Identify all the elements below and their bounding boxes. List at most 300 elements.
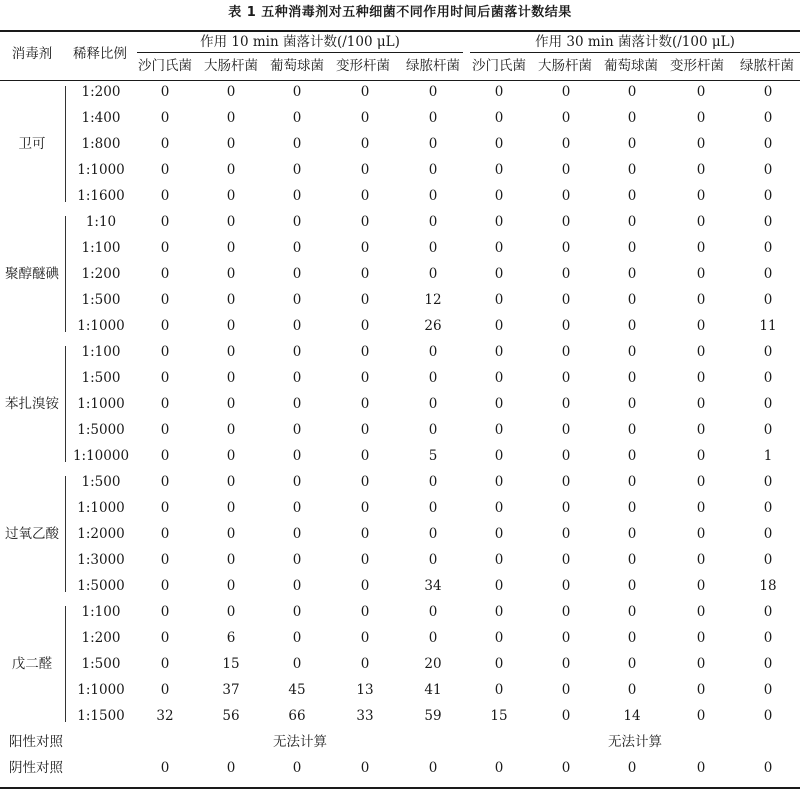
negative-control-label: 阴性对照 xyxy=(9,760,63,776)
value-cell: 0 xyxy=(226,474,236,490)
value-cell: 0 xyxy=(494,422,504,438)
value-cell: 0 xyxy=(561,188,571,204)
value-cell: 0 xyxy=(292,318,302,334)
value-cell: 0 xyxy=(160,552,170,568)
value-cell: 0 xyxy=(428,422,438,438)
value-cell: 0 xyxy=(627,500,637,516)
table-caption: 表 1 五种消毒剂对五种细菌不同作用时间后菌落计数结果 xyxy=(228,5,572,20)
header-bacteria-3: 葡萄球菌 xyxy=(270,58,324,74)
value-cell: 0 xyxy=(226,188,236,204)
value-cell: 0 xyxy=(292,162,302,178)
value-cell: 32 xyxy=(156,708,174,724)
header-bacteria-1: 沙门氏菌 xyxy=(138,58,192,74)
value-cell: 0 xyxy=(292,500,302,516)
value-cell: 18 xyxy=(759,578,777,594)
header-dilution: 稀释比例 xyxy=(73,46,127,62)
value-cell: 0 xyxy=(627,448,637,464)
value-cell: 0 xyxy=(561,604,571,620)
value-cell: 0 xyxy=(494,318,504,334)
value-cell: 0 xyxy=(360,760,370,776)
value-cell: 0 xyxy=(494,500,504,516)
value-cell: 0 xyxy=(226,448,236,464)
value-cell: 0 xyxy=(696,552,706,568)
value-cell: 0 xyxy=(696,682,706,698)
value-cell: 0 xyxy=(292,526,302,542)
value-cell: 0 xyxy=(292,474,302,490)
value-cell: 0 xyxy=(428,760,438,776)
value-cell: 0 xyxy=(561,760,571,776)
value-cell: 0 xyxy=(360,422,370,438)
dilution-cell: 1:2000 xyxy=(77,526,125,542)
value-cell: 0 xyxy=(428,162,438,178)
value-cell: 0 xyxy=(428,344,438,360)
dilution-cell: 1:500 xyxy=(81,370,121,386)
value-cell: 56 xyxy=(222,708,240,724)
value-cell: 14 xyxy=(623,708,641,724)
value-cell: 0 xyxy=(561,214,571,230)
value-cell: 0 xyxy=(226,292,236,308)
value-cell: 0 xyxy=(494,240,504,256)
positive-control-30: 无法计算 xyxy=(608,734,662,750)
value-cell: 0 xyxy=(561,656,571,672)
value-cell: 0 xyxy=(763,708,773,724)
value-cell: 0 xyxy=(763,630,773,646)
value-cell: 0 xyxy=(292,656,302,672)
dilution-cell: 1:1000 xyxy=(77,682,125,698)
value-cell: 0 xyxy=(160,630,170,646)
header-bacteria-6: 沙门氏菌 xyxy=(472,58,526,74)
disinfectant-name: 戊二醛 xyxy=(11,656,53,672)
value-cell: 0 xyxy=(160,344,170,360)
value-cell: 0 xyxy=(292,578,302,594)
value-cell: 0 xyxy=(360,578,370,594)
value-cell: 0 xyxy=(292,604,302,620)
dilution-cell: 1:100 xyxy=(81,604,121,620)
value-cell: 15 xyxy=(490,708,508,724)
value-cell: 0 xyxy=(226,604,236,620)
value-cell: 0 xyxy=(160,448,170,464)
header-bacteria-10: 绿脓杆菌 xyxy=(740,58,794,74)
value-cell: 0 xyxy=(160,526,170,542)
value-cell: 0 xyxy=(360,370,370,386)
value-cell: 0 xyxy=(160,188,170,204)
dilution-cell: 1:3000 xyxy=(77,552,125,568)
header-bacteria-5: 绿脓杆菌 xyxy=(406,58,460,74)
value-cell: 0 xyxy=(292,448,302,464)
value-cell: 0 xyxy=(627,396,637,412)
value-cell: 0 xyxy=(627,604,637,620)
value-cell: 0 xyxy=(696,526,706,542)
value-cell: 45 xyxy=(288,682,306,698)
value-cell: 0 xyxy=(428,396,438,412)
value-cell: 0 xyxy=(763,526,773,542)
value-cell: 0 xyxy=(360,240,370,256)
value-cell: 0 xyxy=(292,188,302,204)
value-cell: 0 xyxy=(494,630,504,646)
dilution-cell: 1:1000 xyxy=(77,500,125,516)
value-cell: 0 xyxy=(360,474,370,490)
value-cell: 0 xyxy=(696,162,706,178)
value-cell: 0 xyxy=(360,292,370,308)
value-cell: 0 xyxy=(561,266,571,282)
value-cell: 0 xyxy=(696,240,706,256)
value-cell: 0 xyxy=(226,318,236,334)
value-cell: 0 xyxy=(561,240,571,256)
dilution-cell: 1:5000 xyxy=(77,422,125,438)
value-cell: 0 xyxy=(428,500,438,516)
value-cell: 0 xyxy=(494,474,504,490)
value-cell: 0 xyxy=(292,552,302,568)
value-cell: 0 xyxy=(696,292,706,308)
value-cell: 0 xyxy=(494,214,504,230)
value-cell: 0 xyxy=(696,396,706,412)
value-cell: 0 xyxy=(763,422,773,438)
value-cell: 0 xyxy=(763,188,773,204)
dilution-cell: 1:1500 xyxy=(77,708,125,724)
value-cell: 0 xyxy=(696,266,706,282)
value-cell: 0 xyxy=(360,344,370,360)
value-cell: 0 xyxy=(226,370,236,386)
value-cell: 0 xyxy=(292,214,302,230)
value-cell: 0 xyxy=(627,552,637,568)
value-cell: 37 xyxy=(222,682,240,698)
value-cell: 0 xyxy=(226,760,236,776)
value-cell: 0 xyxy=(360,318,370,334)
value-cell: 0 xyxy=(494,448,504,464)
value-cell: 0 xyxy=(561,292,571,308)
value-cell: 0 xyxy=(763,110,773,126)
value-cell: 0 xyxy=(160,162,170,178)
value-cell: 0 xyxy=(627,344,637,360)
value-cell: 0 xyxy=(627,682,637,698)
value-cell: 0 xyxy=(428,604,438,620)
value-cell: 0 xyxy=(696,84,706,100)
value-cell: 6 xyxy=(226,630,236,646)
value-cell: 0 xyxy=(561,552,571,568)
dilution-cell: 1:1600 xyxy=(77,188,125,204)
value-cell: 0 xyxy=(428,214,438,230)
value-cell: 0 xyxy=(763,604,773,620)
value-cell: 0 xyxy=(627,136,637,152)
value-cell: 34 xyxy=(424,578,442,594)
value-cell: 13 xyxy=(356,682,374,698)
value-cell: 0 xyxy=(696,604,706,620)
value-cell: 0 xyxy=(226,526,236,542)
value-cell: 0 xyxy=(561,448,571,464)
value-cell: 0 xyxy=(160,136,170,152)
value-cell: 0 xyxy=(160,84,170,100)
value-cell: 0 xyxy=(292,630,302,646)
header-group30: 作用 30 min 菌落计数(/100 μL) xyxy=(535,34,735,50)
value-cell: 0 xyxy=(360,84,370,100)
value-cell: 0 xyxy=(360,136,370,152)
dilution-cell: 1:200 xyxy=(81,84,121,100)
value-cell: 0 xyxy=(428,110,438,126)
value-cell: 0 xyxy=(360,396,370,412)
positive-control-label: 阳性对照 xyxy=(9,734,63,750)
header-bacteria-8: 葡萄球菌 xyxy=(604,58,658,74)
value-cell: 0 xyxy=(226,422,236,438)
value-cell: 0 xyxy=(627,630,637,646)
dilution-cell: 1:100 xyxy=(81,344,121,360)
value-cell: 0 xyxy=(494,526,504,542)
value-cell: 0 xyxy=(160,214,170,230)
value-cell: 0 xyxy=(494,656,504,672)
value-cell: 0 xyxy=(428,266,438,282)
dilution-cell: 1:800 xyxy=(81,136,121,152)
value-cell: 66 xyxy=(288,708,306,724)
value-cell: 0 xyxy=(696,214,706,230)
value-cell: 0 xyxy=(226,552,236,568)
value-cell: 0 xyxy=(360,500,370,516)
value-cell: 11 xyxy=(759,318,777,334)
value-cell: 33 xyxy=(356,708,374,724)
dilution-cell: 1:10000 xyxy=(72,448,130,464)
value-cell: 0 xyxy=(627,422,637,438)
value-cell: 0 xyxy=(494,604,504,620)
value-cell: 1 xyxy=(763,448,773,464)
value-cell: 0 xyxy=(160,760,170,776)
value-cell: 0 xyxy=(360,526,370,542)
value-cell: 0 xyxy=(561,344,571,360)
value-cell: 0 xyxy=(160,396,170,412)
value-cell: 0 xyxy=(561,500,571,516)
value-cell: 0 xyxy=(696,500,706,516)
value-cell: 0 xyxy=(226,344,236,360)
value-cell: 15 xyxy=(222,656,240,672)
value-cell: 0 xyxy=(160,682,170,698)
value-cell: 0 xyxy=(696,110,706,126)
value-cell: 0 xyxy=(763,214,773,230)
dilution-cell: 1:400 xyxy=(81,110,121,126)
value-cell: 0 xyxy=(561,526,571,542)
value-cell: 0 xyxy=(360,630,370,646)
value-cell: 0 xyxy=(160,474,170,490)
value-cell: 0 xyxy=(428,240,438,256)
value-cell: 0 xyxy=(561,630,571,646)
value-cell: 0 xyxy=(226,500,236,516)
value-cell: 0 xyxy=(494,760,504,776)
header-disinfectant: 消毒剂 xyxy=(11,46,53,62)
header-rule xyxy=(0,80,800,81)
value-cell: 0 xyxy=(360,552,370,568)
dilution-cell: 1:1000 xyxy=(77,318,125,334)
value-cell: 0 xyxy=(627,162,637,178)
value-cell: 0 xyxy=(360,188,370,204)
value-cell: 0 xyxy=(360,656,370,672)
value-cell: 0 xyxy=(627,188,637,204)
value-cell: 0 xyxy=(160,422,170,438)
value-cell: 0 xyxy=(696,448,706,464)
value-cell: 0 xyxy=(696,760,706,776)
value-cell: 0 xyxy=(292,422,302,438)
value-cell: 0 xyxy=(561,136,571,152)
value-cell: 0 xyxy=(494,110,504,126)
dilution-cell: 1:100 xyxy=(81,240,121,256)
value-cell: 0 xyxy=(627,240,637,256)
value-cell: 0 xyxy=(696,188,706,204)
value-cell: 0 xyxy=(494,396,504,412)
value-cell: 0 xyxy=(561,396,571,412)
value-cell: 0 xyxy=(627,578,637,594)
value-cell: 0 xyxy=(627,656,637,672)
value-cell: 0 xyxy=(360,604,370,620)
value-cell: 0 xyxy=(763,84,773,100)
value-cell: 0 xyxy=(494,84,504,100)
value-cell: 0 xyxy=(561,318,571,334)
value-cell: 0 xyxy=(763,266,773,282)
value-cell: 0 xyxy=(763,344,773,360)
value-cell: 0 xyxy=(292,110,302,126)
value-cell: 0 xyxy=(561,578,571,594)
dilution-cell: 1:1000 xyxy=(77,396,125,412)
value-cell: 0 xyxy=(226,136,236,152)
value-cell: 0 xyxy=(696,474,706,490)
value-cell: 0 xyxy=(763,760,773,776)
value-cell: 0 xyxy=(763,500,773,516)
value-cell: 0 xyxy=(494,292,504,308)
value-cell: 0 xyxy=(494,344,504,360)
value-cell: 0 xyxy=(428,84,438,100)
value-cell: 0 xyxy=(696,578,706,594)
value-cell: 0 xyxy=(428,552,438,568)
value-cell: 0 xyxy=(763,240,773,256)
dilution-cell: 1:200 xyxy=(81,266,121,282)
value-cell: 0 xyxy=(292,84,302,100)
bottom-rule xyxy=(0,787,800,789)
value-cell: 0 xyxy=(292,266,302,282)
value-cell: 0 xyxy=(226,162,236,178)
value-cell: 0 xyxy=(494,552,504,568)
value-cell: 0 xyxy=(696,370,706,386)
value-cell: 0 xyxy=(226,266,236,282)
value-cell: 0 xyxy=(360,162,370,178)
dilution-cell: 1:1000 xyxy=(77,162,125,178)
value-cell: 0 xyxy=(226,84,236,100)
value-cell: 0 xyxy=(561,110,571,126)
value-cell: 0 xyxy=(494,370,504,386)
value-cell: 20 xyxy=(424,656,442,672)
value-cell: 0 xyxy=(494,682,504,698)
value-cell: 0 xyxy=(763,396,773,412)
positive-control-10: 无法计算 xyxy=(273,734,327,750)
value-cell: 0 xyxy=(360,214,370,230)
value-cell: 0 xyxy=(160,110,170,126)
dilution-cell: 1:500 xyxy=(81,656,121,672)
value-cell: 0 xyxy=(428,630,438,646)
value-cell: 0 xyxy=(561,370,571,386)
value-cell: 0 xyxy=(494,188,504,204)
value-cell: 0 xyxy=(226,578,236,594)
value-cell: 0 xyxy=(627,292,637,308)
value-cell: 0 xyxy=(160,318,170,334)
value-cell: 0 xyxy=(763,162,773,178)
value-cell: 0 xyxy=(226,214,236,230)
value-cell: 5 xyxy=(428,448,438,464)
value-cell: 0 xyxy=(160,240,170,256)
value-cell: 0 xyxy=(494,266,504,282)
value-cell: 0 xyxy=(160,656,170,672)
value-cell: 0 xyxy=(160,500,170,516)
dilution-cell: 1:500 xyxy=(81,292,121,308)
value-cell: 0 xyxy=(494,136,504,152)
value-cell: 59 xyxy=(424,708,442,724)
value-cell: 0 xyxy=(696,318,706,334)
value-cell: 26 xyxy=(424,318,442,334)
value-cell: 0 xyxy=(696,136,706,152)
group30-rule xyxy=(470,52,800,53)
header-bacteria-4: 变形杆菌 xyxy=(336,58,390,74)
value-cell: 0 xyxy=(226,396,236,412)
value-cell: 0 xyxy=(627,266,637,282)
value-cell: 0 xyxy=(696,656,706,672)
value-cell: 0 xyxy=(160,266,170,282)
value-cell: 0 xyxy=(428,188,438,204)
value-cell: 0 xyxy=(763,682,773,698)
value-cell: 0 xyxy=(561,162,571,178)
value-cell: 0 xyxy=(696,422,706,438)
value-cell: 0 xyxy=(627,318,637,334)
value-cell: 12 xyxy=(424,292,442,308)
value-cell: 0 xyxy=(428,474,438,490)
disinfectant-name: 聚醇醚碘 xyxy=(5,266,59,282)
value-cell: 0 xyxy=(160,292,170,308)
value-cell: 0 xyxy=(627,110,637,126)
header-bacteria-7: 大肠杆菌 xyxy=(538,58,592,74)
value-cell: 0 xyxy=(561,682,571,698)
value-cell: 0 xyxy=(696,630,706,646)
value-cell: 0 xyxy=(561,84,571,100)
value-cell: 0 xyxy=(763,552,773,568)
dilution-cell: 1:500 xyxy=(81,474,121,490)
value-cell: 0 xyxy=(494,162,504,178)
value-cell: 0 xyxy=(292,292,302,308)
value-cell: 0 xyxy=(428,370,438,386)
value-cell: 0 xyxy=(627,760,637,776)
value-cell: 0 xyxy=(292,370,302,386)
value-cell: 0 xyxy=(763,292,773,308)
value-cell: 0 xyxy=(494,578,504,594)
value-cell: 0 xyxy=(696,344,706,360)
header-bacteria-2: 大肠杆菌 xyxy=(204,58,258,74)
value-cell: 0 xyxy=(226,110,236,126)
dilution-cell: 1:10 xyxy=(85,214,117,230)
value-cell: 0 xyxy=(561,708,571,724)
value-cell: 0 xyxy=(763,474,773,490)
value-cell: 0 xyxy=(226,240,236,256)
value-cell: 0 xyxy=(160,578,170,594)
value-cell: 0 xyxy=(627,474,637,490)
value-cell: 0 xyxy=(763,370,773,386)
dilution-cell: 1:5000 xyxy=(77,578,125,594)
value-cell: 0 xyxy=(627,214,637,230)
value-cell: 0 xyxy=(292,240,302,256)
value-cell: 0 xyxy=(292,760,302,776)
value-cell: 0 xyxy=(561,422,571,438)
value-cell: 0 xyxy=(627,370,637,386)
value-cell: 0 xyxy=(292,136,302,152)
dilution-cell: 1:200 xyxy=(81,630,121,646)
value-cell: 0 xyxy=(292,396,302,412)
value-cell: 0 xyxy=(360,110,370,126)
header-bacteria-9: 变形杆菌 xyxy=(670,58,724,74)
value-cell: 0 xyxy=(627,526,637,542)
disinfectant-name: 卫可 xyxy=(18,136,46,152)
group10-rule xyxy=(137,52,463,53)
value-cell: 0 xyxy=(160,370,170,386)
value-cell: 0 xyxy=(360,266,370,282)
value-cell: 0 xyxy=(428,526,438,542)
